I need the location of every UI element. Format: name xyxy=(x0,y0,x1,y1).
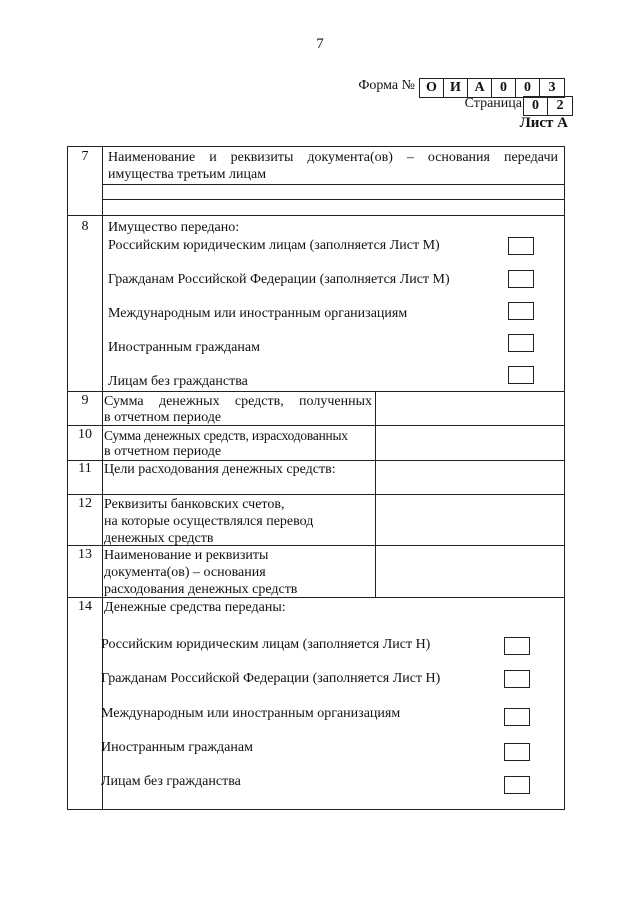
page-code-boxes xyxy=(523,96,573,116)
row14-option-label: Иностранным гражданам xyxy=(101,740,253,755)
row8-option-label: Иностранным гражданам xyxy=(108,340,260,355)
row13-label-line1: Наименование и реквизиты xyxy=(104,548,269,563)
row-divider xyxy=(68,494,564,495)
row-divider xyxy=(68,215,564,216)
row12-label-line2: на которые осуществлялся перевод xyxy=(104,514,314,529)
row-number: 13 xyxy=(78,547,92,562)
row8-option-checkbox[interactable] xyxy=(508,366,534,384)
row8-option-label: Российским юридическим лицам (заполняется Лист М) xyxy=(108,238,440,253)
row7-fill-line xyxy=(102,184,564,185)
row7-label-line1: Наименование и реквизиты документа(ов) – основания передачи xyxy=(108,150,558,165)
row8-option-checkbox[interactable] xyxy=(508,334,534,352)
row12-label-line3: денежных средств xyxy=(104,531,214,546)
row14-option-checkbox[interactable] xyxy=(504,670,530,688)
form-number-label: Форма № xyxy=(358,78,415,93)
sheet-label: Лист А xyxy=(519,115,568,131)
form-code-cell: А xyxy=(468,79,492,97)
page-label: Страница xyxy=(464,96,522,111)
form-code-cell: О xyxy=(420,79,444,97)
row14-option-label: Российским юридическим лицам (заполняется Лист Н) xyxy=(101,637,431,652)
form-table xyxy=(67,146,565,810)
row14-option-label: Международным или иностранным организациям xyxy=(101,706,401,721)
row8-option-checkbox[interactable] xyxy=(508,270,534,288)
row14-option-checkbox[interactable] xyxy=(504,743,530,761)
row8-option-label: Гражданам Российской Федерации (заполняется Лист М) xyxy=(108,272,450,287)
row8-option-checkbox[interactable] xyxy=(508,237,534,255)
row13-label-line3: расходования денежных средств xyxy=(104,582,298,597)
row13-label-line2: документа(ов) – основания xyxy=(104,565,266,580)
row14-option-label: Лицам без гражданства xyxy=(101,774,241,789)
row7-fill-line xyxy=(102,199,564,200)
row8-option-checkbox[interactable] xyxy=(508,302,534,320)
row8-option-label: Лицам без гражданства xyxy=(108,374,248,389)
row14-option-checkbox[interactable] xyxy=(504,776,530,794)
row14-option-checkbox[interactable] xyxy=(504,637,530,655)
row7-label-line2: имущества третьим лицам xyxy=(108,167,267,182)
form-code-cell: 0 xyxy=(492,79,516,97)
form-code-cell: 3 xyxy=(548,80,556,95)
row10-label-line1: Сумма денежных средств, израсходованных xyxy=(104,428,348,443)
row-number: 12 xyxy=(78,496,92,511)
row-divider xyxy=(68,391,564,392)
row-number: 14 xyxy=(78,599,92,614)
row8-title: Имущество передано: xyxy=(108,220,240,235)
row9-label-line2: в отчетном периоде xyxy=(104,410,222,425)
row-number: 9 xyxy=(81,393,89,408)
row12-label-line1: Реквизиты банковских счетов, xyxy=(104,497,285,512)
row14-option-checkbox[interactable] xyxy=(504,708,530,726)
row10-label-line2: в отчетном периоде xyxy=(104,444,222,459)
page-number: 7 xyxy=(316,36,324,52)
row-number: 8 xyxy=(81,219,89,234)
row14-option-label: Гражданам Российской Федерации (заполняется Лист Н) xyxy=(101,671,441,686)
row-number: 10 xyxy=(78,427,92,442)
row-number: 7 xyxy=(81,149,89,164)
page-code-cell: 0 xyxy=(524,97,548,115)
form-code-cell: 0 xyxy=(516,79,540,97)
row-number: 11 xyxy=(78,461,92,476)
form-code-cell: И xyxy=(444,79,468,97)
form-code-boxes xyxy=(419,78,565,98)
row9-label-line1: Сумма денежных средств, полученных xyxy=(104,394,372,409)
row14-title: Денежные средства переданы: xyxy=(104,600,286,615)
row11-label: Цели расходования денежных средств: xyxy=(104,462,336,477)
row8-option-label: Международным или иностранным организациям xyxy=(108,306,408,321)
page-code-cell: 2 xyxy=(556,98,564,113)
